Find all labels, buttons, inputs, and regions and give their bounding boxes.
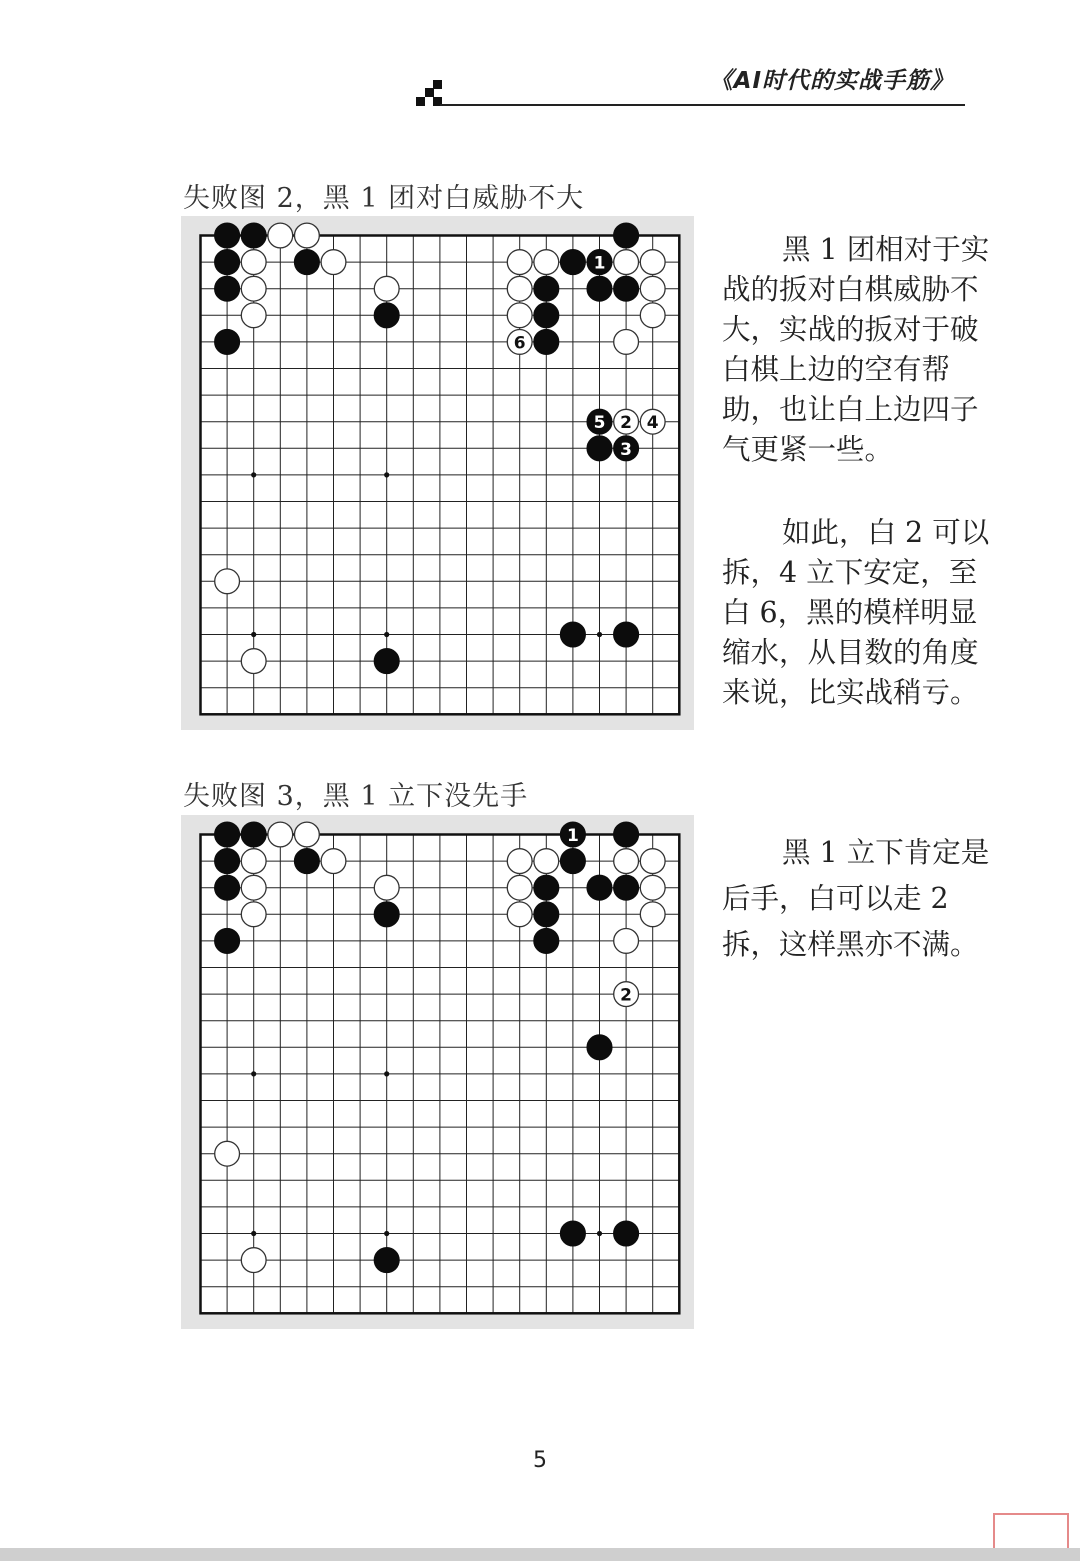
white-stone bbox=[374, 875, 399, 900]
white-stone bbox=[534, 250, 559, 275]
white-stone bbox=[507, 303, 532, 328]
black-stone bbox=[534, 875, 559, 900]
black-stone bbox=[215, 223, 240, 248]
black-stone bbox=[534, 276, 559, 301]
white-stone bbox=[640, 303, 665, 328]
black-stone bbox=[587, 250, 612, 275]
go-board-svg bbox=[181, 216, 694, 730]
move-number-label: 1 bbox=[593, 253, 606, 274]
star-point bbox=[251, 1071, 256, 1076]
white-stone bbox=[534, 849, 559, 874]
figure-3-text: 黑 1 立下肯定是后手，白可以走 2 拆，这样黑亦不满。 bbox=[722, 836, 990, 961]
white-stone bbox=[640, 250, 665, 275]
black-stone bbox=[215, 330, 240, 355]
move-number-label: 1 bbox=[566, 826, 579, 846]
move-number-label: 5 bbox=[593, 413, 606, 434]
black-stone bbox=[215, 849, 240, 874]
star-point bbox=[384, 1231, 389, 1236]
white-stone bbox=[640, 276, 665, 301]
black-stone bbox=[614, 875, 639, 900]
star-point bbox=[597, 1231, 602, 1236]
figure-caption-2: 失败图 2，黑 1 团对白威胁不大 bbox=[183, 183, 585, 214]
white-stone bbox=[614, 929, 639, 954]
white-stone bbox=[640, 902, 665, 927]
white-stone bbox=[241, 276, 266, 301]
move-number-label: 4 bbox=[646, 413, 659, 434]
black-stone bbox=[561, 250, 586, 275]
black-stone bbox=[561, 622, 586, 647]
white-stone bbox=[640, 849, 665, 874]
white-stone bbox=[241, 1248, 266, 1273]
watermark-seal bbox=[993, 1513, 1069, 1551]
white-stone bbox=[614, 409, 639, 434]
white-stone bbox=[507, 330, 532, 355]
move-number-label: 2 bbox=[620, 985, 633, 1006]
black-stone bbox=[215, 250, 240, 275]
header-rule bbox=[440, 104, 965, 106]
white-stone bbox=[241, 902, 266, 927]
white-stone bbox=[295, 822, 320, 847]
white-stone bbox=[614, 982, 639, 1007]
black-stone bbox=[614, 223, 639, 248]
white-stone bbox=[614, 849, 639, 874]
white-stone bbox=[321, 250, 346, 275]
black-stone bbox=[295, 250, 320, 275]
black-stone bbox=[374, 303, 399, 328]
figure-2-text-2: 如此，白 2 可以拆，4 立下安定，至白 6，黑的模样明显缩水，从目数的角度来说，比实战稍亏。 bbox=[722, 516, 990, 709]
white-stone bbox=[640, 875, 665, 900]
black-stone bbox=[374, 649, 399, 674]
white-stone bbox=[241, 250, 266, 275]
black-stone bbox=[587, 436, 612, 461]
black-stone bbox=[561, 1221, 586, 1246]
go-board-figure-2 bbox=[181, 216, 694, 730]
black-stone bbox=[614, 1221, 639, 1246]
move-number-label: 2 bbox=[620, 413, 633, 434]
figure-2-text-1: 黑 1 团相对于实战的扳对白棋威胁不大，实战的扳对于破白棋上边的空有帮助，也让白上边四子气更紧一些。 bbox=[722, 233, 990, 466]
white-stone bbox=[241, 849, 266, 874]
go-board-figure-3 bbox=[181, 815, 694, 1329]
black-stone bbox=[561, 822, 586, 847]
black-stone bbox=[534, 902, 559, 927]
black-stone bbox=[374, 902, 399, 927]
black-stone bbox=[614, 822, 639, 847]
black-stone bbox=[215, 875, 240, 900]
white-stone bbox=[614, 250, 639, 275]
white-stone bbox=[507, 276, 532, 301]
black-stone bbox=[215, 929, 240, 954]
white-stone bbox=[374, 276, 399, 301]
black-stone bbox=[534, 330, 559, 355]
white-stone bbox=[321, 849, 346, 874]
move-number-label: 3 bbox=[620, 439, 633, 460]
black-stone bbox=[534, 303, 559, 328]
black-stone bbox=[241, 822, 266, 847]
white-stone bbox=[268, 223, 293, 248]
star-point bbox=[251, 632, 256, 637]
white-stone bbox=[295, 223, 320, 248]
white-stone bbox=[241, 875, 266, 900]
white-stone bbox=[507, 875, 532, 900]
go-board-svg bbox=[181, 815, 694, 1329]
black-stone bbox=[587, 276, 612, 301]
white-stone bbox=[215, 569, 240, 594]
black-stone bbox=[614, 622, 639, 647]
black-stone bbox=[295, 849, 320, 874]
header-logo-icon bbox=[416, 80, 442, 106]
white-stone bbox=[241, 303, 266, 328]
star-point bbox=[597, 632, 602, 637]
black-stone bbox=[561, 849, 586, 874]
black-stone bbox=[587, 875, 612, 900]
white-stone bbox=[507, 250, 532, 275]
black-stone bbox=[614, 436, 639, 461]
star-point bbox=[384, 1071, 389, 1076]
black-stone bbox=[241, 223, 266, 248]
white-stone bbox=[215, 1141, 240, 1166]
move-number-label: 6 bbox=[513, 333, 526, 354]
star-point bbox=[251, 472, 256, 477]
black-stone bbox=[587, 1035, 612, 1060]
white-stone bbox=[268, 822, 293, 847]
white-stone bbox=[507, 902, 532, 927]
bottom-bar bbox=[0, 1548, 1080, 1561]
page-number: 5 bbox=[533, 1448, 547, 1473]
star-point bbox=[384, 632, 389, 637]
black-stone bbox=[215, 276, 240, 301]
white-stone bbox=[640, 409, 665, 434]
figure-caption-3: 失败图 3，黑 1 立下没先手 bbox=[183, 781, 529, 812]
black-stone bbox=[614, 276, 639, 301]
white-stone bbox=[614, 330, 639, 355]
black-stone bbox=[215, 822, 240, 847]
black-stone bbox=[587, 409, 612, 434]
star-point bbox=[384, 472, 389, 477]
white-stone bbox=[241, 649, 266, 674]
black-stone bbox=[534, 929, 559, 954]
black-stone bbox=[374, 1248, 399, 1273]
star-point bbox=[251, 1231, 256, 1236]
book-title: 《AI时代的实战手筋》 bbox=[709, 68, 954, 94]
white-stone bbox=[507, 849, 532, 874]
